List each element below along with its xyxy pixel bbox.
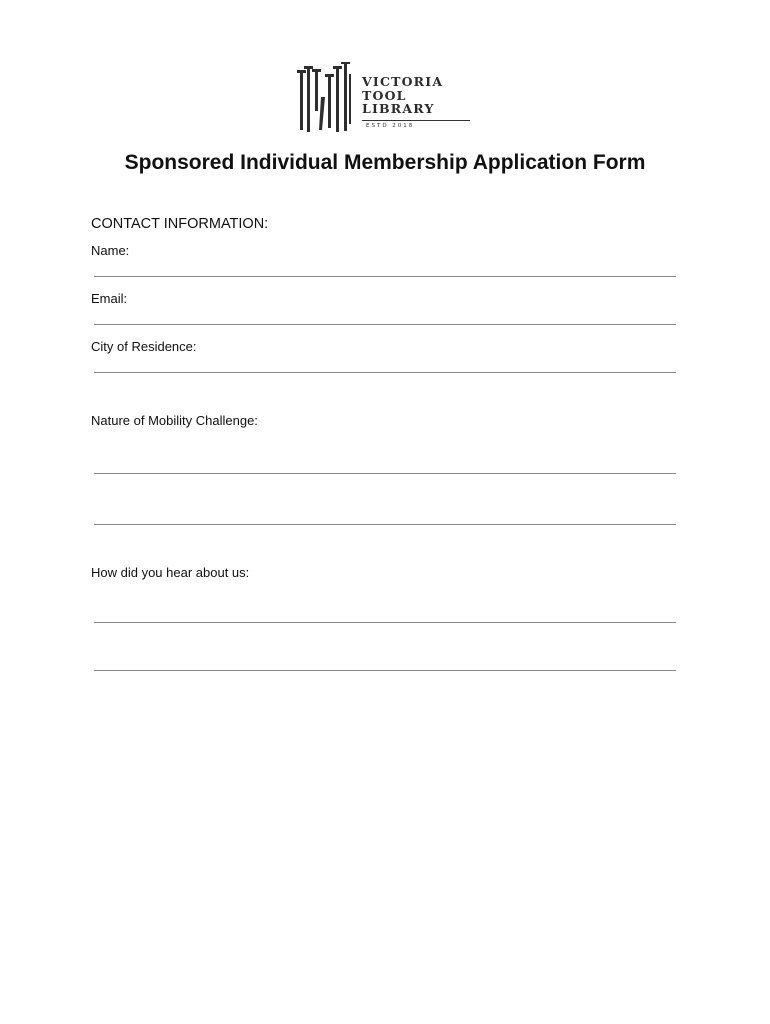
logo-wordmark	[362, 75, 443, 116]
victoria-tool-library-logo	[296, 62, 476, 134]
city-of-residence-label: City of Residence:	[91, 339, 197, 354]
form-title: Sponsored Individual Membership Application Form	[124, 151, 646, 174]
logo-line-tool: TOOL	[362, 87, 407, 103]
tools-icon	[296, 62, 358, 134]
mobility-challenge-label: Nature of Mobility Challenge:	[91, 413, 258, 428]
logo-established: ESTD 2018	[366, 123, 415, 129]
logo-line-victoria: VICTORIA	[362, 74, 444, 89]
how-did-you-hear-line-1[interactable]	[94, 622, 676, 623]
city-of-residence-line[interactable]	[94, 372, 676, 373]
mobility-challenge-line-2[interactable]	[94, 524, 676, 525]
mobility-challenge-line-1[interactable]	[94, 473, 676, 474]
how-did-you-hear-line-2[interactable]	[94, 670, 676, 671]
logo-divider	[362, 120, 470, 121]
how-did-you-hear-label: How did you hear about us:	[91, 565, 250, 580]
email-label: Email:	[91, 291, 128, 306]
name-line[interactable]	[94, 276, 676, 277]
email-line[interactable]	[94, 324, 676, 325]
logo-line-library: LIBRARY	[362, 101, 435, 116]
contact-information-heading: CONTACT INFORMATION:	[91, 216, 269, 232]
name-label: Name:	[91, 243, 130, 258]
